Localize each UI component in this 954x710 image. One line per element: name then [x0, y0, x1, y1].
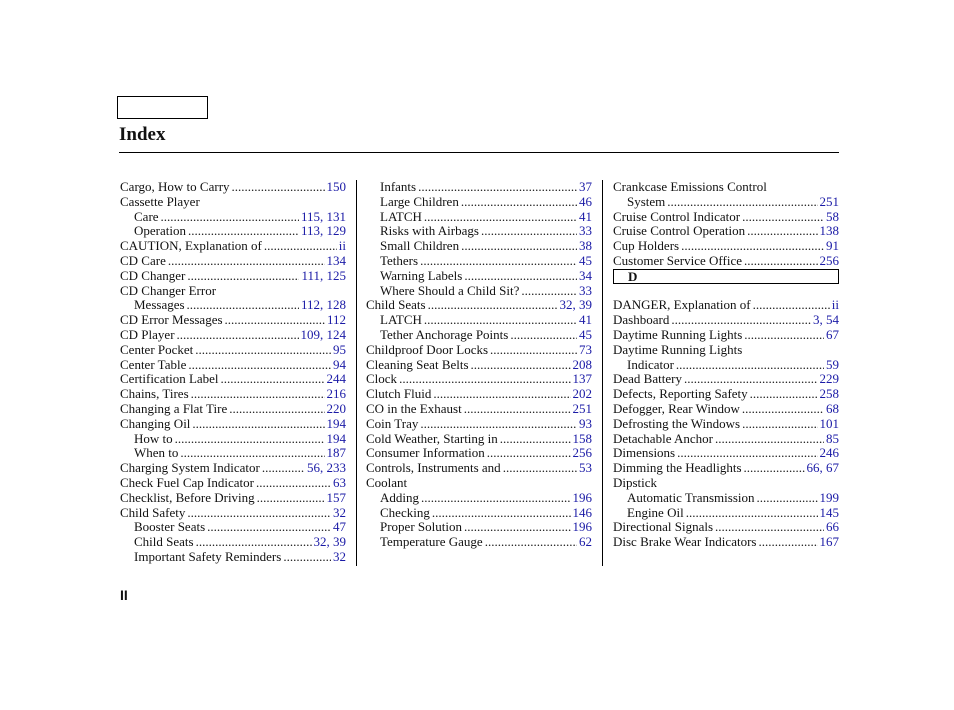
- dot-leader: [750, 387, 818, 402]
- index-entry: [120, 387, 346, 402]
- dot-leader: [677, 446, 817, 461]
- index-entry: [366, 358, 592, 373]
- dot-leader: [262, 461, 305, 476]
- page-reference-link[interactable]: 196: [572, 489, 592, 505]
- page-reference-link[interactable]: 111, 125: [301, 267, 346, 283]
- index-entry: [366, 491, 592, 506]
- index-entry: [120, 358, 346, 373]
- entry-label: Certification Label: [120, 371, 219, 387]
- index-entry: [613, 520, 839, 535]
- dot-leader: [264, 239, 337, 254]
- dot-leader: [744, 328, 824, 343]
- index-entry: [366, 387, 592, 402]
- page-reference-link[interactable]: 115, 131: [300, 208, 346, 224]
- index-entry: [613, 446, 839, 461]
- page-reference-link[interactable]: 59: [826, 356, 839, 372]
- entry-label: Chains, Tires: [120, 386, 189, 402]
- page-reference-link[interactable]: 93: [579, 415, 592, 431]
- entry-label: CO in the Exhaust: [366, 400, 462, 416]
- dot-leader: [510, 328, 577, 343]
- index-entry: [613, 343, 839, 358]
- index-entry: [120, 506, 346, 521]
- dot-leader: [192, 417, 324, 432]
- index-entry: [120, 372, 346, 387]
- dot-leader: [187, 298, 299, 313]
- entry-label: Cup Holders: [613, 238, 680, 254]
- entry-label: DANGER, Explanation of: [613, 297, 751, 313]
- entry-label: Adding: [380, 489, 419, 505]
- dot-leader: [187, 506, 331, 521]
- entry-label: Cruise Control Operation: [613, 223, 746, 239]
- page-reference-link[interactable]: 202: [572, 386, 592, 402]
- page-title: Index: [119, 124, 166, 145]
- page-reference-link[interactable]: ii: [338, 238, 346, 254]
- index-entry: [120, 269, 346, 284]
- entry-label: Charging System Indicator: [120, 460, 260, 476]
- entry-label: Cruise Control Indicator: [613, 208, 741, 224]
- page-reference-link[interactable]: 85: [826, 430, 839, 446]
- entry-label: Defrosting the Windows: [613, 415, 741, 431]
- page-reference-link[interactable]: 251: [572, 400, 592, 416]
- entry-label: Childproof Door Locks: [366, 341, 489, 357]
- entry-label: Checking: [380, 504, 430, 520]
- index-entry: [366, 269, 592, 284]
- page-reference-link[interactable]: 196: [572, 519, 592, 535]
- page-reference-link[interactable]: 138: [819, 223, 839, 239]
- index-entry: [366, 343, 592, 358]
- dot-leader: [758, 535, 817, 550]
- index-entry: [120, 535, 346, 550]
- dot-leader: [744, 461, 805, 476]
- dot-leader: [667, 195, 817, 210]
- index-entry: [120, 476, 346, 491]
- index-entry: [366, 239, 592, 254]
- entry-label: Check Fuel Cap Indicator: [120, 474, 254, 490]
- page-reference-link[interactable]: 199: [819, 489, 839, 505]
- dot-leader: [503, 461, 577, 476]
- page-reference-link[interactable]: 56, 233: [307, 460, 346, 476]
- dot-leader: [420, 417, 577, 432]
- entry-label: Consumer Information: [366, 445, 485, 461]
- index-entry: [120, 417, 346, 432]
- index-entry: [366, 210, 592, 225]
- index-entry: [366, 461, 592, 476]
- page-reference-link[interactable]: 134: [326, 252, 346, 268]
- entry-label: Risks with Airbags: [380, 223, 479, 239]
- page-reference-link[interactable]: 47: [333, 519, 346, 535]
- dot-leader: [684, 372, 818, 387]
- page-reference-link[interactable]: 3, 54: [813, 312, 839, 328]
- index-entry: [366, 195, 592, 210]
- page-reference-link[interactable]: 66, 67: [806, 460, 839, 476]
- dot-leader: [464, 269, 577, 284]
- entry-label: Defogger, Rear Window: [613, 400, 740, 416]
- entry-label: Child Seats: [366, 297, 426, 313]
- index-entry: [613, 402, 839, 417]
- entry-label: Booster Seats: [134, 519, 206, 535]
- column-divider: [602, 180, 603, 566]
- index-entry: [613, 491, 839, 506]
- entry-label: Clock: [366, 371, 398, 387]
- index-entry: [613, 387, 839, 402]
- entry-label: Infants: [380, 179, 417, 194]
- dot-leader: [195, 343, 331, 358]
- entry-label: Where Should a Child Sit?: [380, 282, 520, 298]
- index-entry: [120, 446, 346, 461]
- index-entry: [120, 298, 346, 313]
- entry-label: Automatic Transmission: [627, 489, 755, 505]
- index-entry: [120, 195, 346, 210]
- page-reference-link[interactable]: 41: [579, 208, 592, 224]
- entry-label: Directional Signals: [613, 519, 714, 535]
- index-entry: [366, 284, 592, 299]
- page-reference-link[interactable]: 112: [326, 312, 346, 328]
- index-entry: [366, 180, 592, 195]
- page-reference-link[interactable]: 145: [819, 504, 839, 520]
- index-entry: [366, 432, 592, 447]
- index-entry: [366, 535, 592, 550]
- index-entry: [120, 491, 346, 506]
- entry-label: Dead Battery: [613, 371, 682, 387]
- entry-label: Cleaning Seat Belts: [366, 356, 469, 372]
- index-entry: [366, 224, 592, 239]
- entry-label: Daytime Running Lights: [613, 341, 743, 357]
- index-entry: [366, 298, 592, 313]
- dot-leader: [175, 432, 325, 447]
- entry-label: Customer Service Office: [613, 252, 742, 268]
- page-reference-link[interactable]: 216: [326, 386, 346, 402]
- dot-leader: [485, 535, 577, 550]
- index-entry: [613, 328, 839, 343]
- dot-leader: [428, 298, 558, 313]
- entry-label: CAUTION, Explanation of: [120, 238, 262, 254]
- page-reference-link[interactable]: 91: [826, 238, 839, 254]
- entry-label: Changing Oil: [120, 415, 191, 431]
- index-entry: [366, 476, 592, 491]
- dot-leader: [424, 313, 577, 328]
- page-reference-link[interactable]: 32: [333, 504, 346, 520]
- page-reference-link[interactable]: 194: [326, 430, 346, 446]
- entry-label: Indicator: [627, 356, 674, 372]
- page-reference-link[interactable]: 258: [819, 386, 839, 402]
- dot-leader: [399, 372, 570, 387]
- dot-leader: [257, 491, 325, 506]
- page-reference-link[interactable]: 167: [819, 534, 839, 550]
- page-reference-link[interactable]: 109, 124: [300, 326, 346, 342]
- page-reference-link[interactable]: 63: [333, 474, 346, 490]
- dot-leader: [676, 358, 824, 373]
- index-entry: [613, 210, 839, 225]
- dot-leader: [464, 402, 571, 417]
- page-reference-link[interactable]: ii: [831, 297, 839, 313]
- dot-leader: [500, 432, 571, 447]
- dot-leader: [207, 520, 331, 535]
- index-entry: [120, 313, 346, 328]
- dot-leader: [744, 254, 818, 269]
- dot-leader: [421, 491, 571, 506]
- page-reference-link[interactable]: 94: [333, 356, 346, 372]
- entry-label: Temperature Gauge: [380, 534, 483, 550]
- entry-label: Defects, Reporting Safety: [613, 386, 748, 402]
- page-reference-link[interactable]: 146: [572, 504, 592, 520]
- entry-label: Tethers: [380, 252, 419, 268]
- index-column-1: [120, 180, 346, 565]
- page-reference-link[interactable]: 32, 39: [313, 534, 346, 550]
- dot-leader: [420, 254, 577, 269]
- index-entry: [120, 520, 346, 535]
- dot-leader: [433, 387, 570, 402]
- entry-label: Messages: [134, 297, 185, 313]
- entry-label: Cargo, How to Carry: [120, 179, 230, 194]
- page-reference-link[interactable]: 67: [826, 326, 839, 342]
- index-entry: [366, 520, 592, 535]
- dot-leader: [177, 328, 299, 343]
- dot-leader: [742, 402, 824, 417]
- entry-label: Crankcase Emissions Control: [613, 179, 767, 194]
- index-entry: [613, 195, 839, 210]
- dot-leader: [481, 224, 577, 239]
- index-entry: [366, 417, 592, 432]
- entry-label: Warning Labels: [380, 267, 463, 283]
- entry-label: Large Children: [380, 193, 459, 209]
- dot-leader: [715, 432, 824, 447]
- page-reference-link[interactable]: 45: [579, 326, 592, 342]
- dot-leader: [681, 239, 824, 254]
- index-entry: [613, 506, 839, 521]
- page-reference-link[interactable]: 68: [826, 400, 839, 416]
- dot-leader: [232, 180, 325, 195]
- index-entry: [613, 535, 839, 550]
- index-entry: [366, 313, 592, 328]
- dot-leader: [418, 180, 577, 195]
- entry-label: LATCH: [380, 208, 422, 224]
- index-entry: [613, 224, 839, 239]
- index-entry: [366, 328, 592, 343]
- header-tab-box: [117, 96, 208, 119]
- index-entry: [120, 284, 346, 299]
- section-letter-d: D: [613, 269, 839, 284]
- entry-label: Changing a Flat Tire: [120, 400, 228, 416]
- entry-label: LATCH: [380, 312, 422, 328]
- entry-label: Child Seats: [134, 534, 194, 550]
- dot-leader: [424, 210, 577, 225]
- index-entry: [120, 550, 346, 565]
- dot-leader: [471, 358, 571, 373]
- entry-label: Checklist, Before Driving: [120, 489, 255, 505]
- dot-leader: [747, 224, 817, 239]
- index-entry: [613, 298, 839, 313]
- entry-label: Dimensions: [613, 445, 676, 461]
- page-reference-link[interactable]: 246: [819, 445, 839, 461]
- index-entry: [613, 358, 839, 373]
- index-entry: [613, 432, 839, 447]
- index-column-3: [613, 180, 839, 550]
- entry-label: Controls, Instruments and: [366, 460, 501, 476]
- entry-label: Disc Brake Wear Indicators: [613, 534, 757, 550]
- index-entry: [366, 506, 592, 521]
- dot-leader: [191, 387, 325, 402]
- page-reference-link[interactable]: 251: [819, 193, 839, 209]
- page-reference-link[interactable]: 95: [333, 341, 346, 357]
- page-reference-link[interactable]: 137: [572, 371, 592, 387]
- page-number: II: [120, 587, 128, 603]
- index-entry: [613, 372, 839, 387]
- page-reference-link[interactable]: 73: [579, 341, 592, 357]
- page-reference-link[interactable]: 256: [572, 445, 592, 461]
- dot-leader: [742, 210, 824, 225]
- entry-label: Small Children: [380, 238, 460, 254]
- dot-leader: [686, 506, 818, 521]
- entry-label: When to: [134, 445, 179, 461]
- index-entry: [613, 461, 839, 476]
- page-reference-link[interactable]: 157: [326, 489, 346, 505]
- dot-leader: [671, 313, 811, 328]
- page-reference-link[interactable]: 62: [579, 534, 592, 550]
- entry-label: CD Changer: [120, 267, 186, 283]
- page-reference-link[interactable]: 45: [579, 252, 592, 268]
- entry-label: Operation: [134, 223, 186, 239]
- entry-label: Center Pocket: [120, 341, 194, 357]
- index-entry: [120, 239, 346, 254]
- dot-leader: [432, 506, 571, 521]
- dot-leader: [187, 269, 299, 284]
- page-reference-link[interactable]: 150: [326, 179, 346, 194]
- index-entry: [120, 432, 346, 447]
- index-entry: [120, 461, 346, 476]
- page-reference-link[interactable]: 33: [579, 223, 592, 239]
- page-reference-link[interactable]: 194: [326, 415, 346, 431]
- page-reference-link[interactable]: 256: [819, 252, 839, 268]
- entry-label: Center Table: [120, 356, 187, 372]
- entry-label: How to: [134, 430, 173, 446]
- dot-leader: [196, 535, 312, 550]
- dot-leader: [225, 313, 325, 328]
- index-entry: [613, 180, 839, 195]
- column-divider: [356, 180, 357, 566]
- index-entry: [366, 372, 592, 387]
- index-entry: [120, 180, 346, 195]
- dot-leader: [256, 476, 331, 491]
- entry-label: Child Safety: [120, 504, 186, 520]
- page-reference-link[interactable]: 37: [579, 179, 592, 194]
- page-reference-link[interactable]: 32, 39: [559, 297, 592, 313]
- entry-label: CD Player: [120, 326, 175, 342]
- entry-label: Important Safety Reminders: [134, 548, 282, 564]
- dot-leader: [757, 491, 818, 506]
- dot-leader: [221, 372, 325, 387]
- page-reference-link[interactable]: 187: [326, 445, 346, 461]
- index-entry: [120, 210, 346, 225]
- dot-leader: [161, 210, 299, 225]
- entry-label: Proper Solution: [380, 519, 462, 535]
- index-entry: [613, 313, 839, 328]
- dot-leader: [188, 358, 331, 373]
- dot-leader: [464, 520, 571, 535]
- dot-leader: [487, 446, 571, 461]
- index-entry: [613, 476, 839, 491]
- index-entry: [120, 343, 346, 358]
- entry-label: Daytime Running Lights: [613, 326, 743, 342]
- index-entry: [120, 224, 346, 239]
- index-entry: [366, 402, 592, 417]
- dot-leader: [168, 254, 325, 269]
- page-reference-link[interactable]: 244: [326, 371, 346, 387]
- index-entry: [366, 254, 592, 269]
- index-column-2: [366, 180, 592, 550]
- page-reference-link[interactable]: 34: [579, 267, 592, 283]
- page-reference-link[interactable]: 46: [579, 193, 592, 209]
- entry-label: System: [627, 193, 666, 209]
- index-entry: [366, 446, 592, 461]
- entry-label: Coin Tray: [366, 415, 419, 431]
- entry-label: Cassette Player: [120, 193, 200, 209]
- entry-label: Tether Anchorage Points: [380, 326, 509, 342]
- page-reference-link[interactable]: 33: [579, 282, 592, 298]
- entry-label: CD Changer Error: [120, 282, 217, 298]
- dot-leader: [742, 417, 817, 432]
- entry-label: Coolant: [366, 474, 408, 490]
- page-reference-link[interactable]: 53: [579, 460, 592, 476]
- entry-label: Care: [134, 208, 159, 224]
- page-reference-link[interactable]: 38: [579, 238, 592, 254]
- page-reference-link[interactable]: 101: [819, 415, 839, 431]
- index-entry: [120, 402, 346, 417]
- page-reference-link[interactable]: 229: [819, 371, 839, 387]
- entry-label: Dimming the Headlights: [613, 460, 742, 476]
- dot-leader: [461, 195, 577, 210]
- dot-leader: [188, 224, 299, 239]
- entry-label: Cold Weather, Starting in: [366, 430, 498, 446]
- dot-leader: [753, 298, 830, 313]
- entry-label: Detachable Anchor: [613, 430, 713, 446]
- page-reference-link[interactable]: 220: [326, 400, 346, 416]
- dot-leader: [180, 446, 324, 461]
- page-reference-link[interactable]: 41: [579, 312, 592, 328]
- entry-label: Dipstick: [613, 474, 658, 490]
- dot-leader: [283, 550, 331, 565]
- index-entry: [613, 417, 839, 432]
- index-entry: [613, 254, 839, 269]
- page-reference-link[interactable]: 32: [333, 548, 346, 564]
- index-entry: [120, 254, 346, 269]
- dot-leader: [229, 402, 324, 417]
- page-reference-link[interactable]: 113, 129: [300, 223, 346, 239]
- dot-leader: [461, 239, 577, 254]
- entry-label: Clutch Fluid: [366, 386, 432, 402]
- entry-label: Engine Oil: [627, 504, 684, 520]
- page-reference-link[interactable]: 112, 128: [300, 297, 346, 313]
- entry-label: CD Care: [120, 252, 166, 268]
- entry-label: Dashboard: [613, 312, 670, 328]
- index-entry: [120, 328, 346, 343]
- dot-leader: [490, 343, 577, 358]
- dot-leader: [521, 284, 577, 299]
- page-reference-link[interactable]: 158: [572, 430, 592, 446]
- entry-label: CD Error Messages: [120, 312, 223, 328]
- page-reference-link[interactable]: 58: [826, 208, 839, 224]
- page-reference-link[interactable]: 208: [572, 356, 592, 372]
- page-reference-link[interactable]: 66: [826, 519, 839, 535]
- dot-leader: [715, 520, 824, 535]
- index-entry: [613, 239, 839, 254]
- header-rule: [119, 152, 839, 153]
